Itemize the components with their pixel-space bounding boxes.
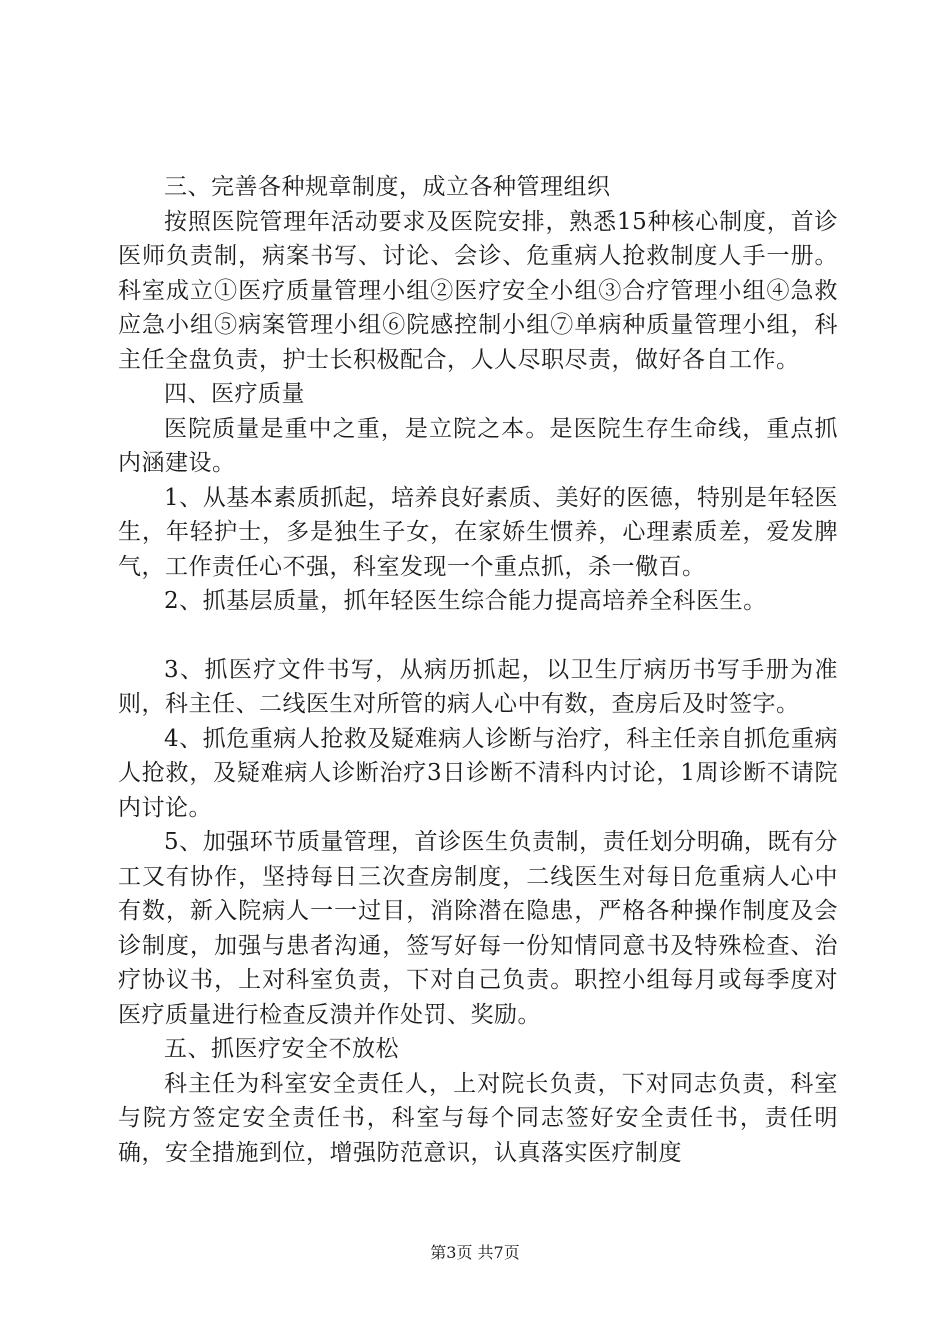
paragraph-item-3: 3、抓医疗文件书写，从病历抓起，以卫生厅病历书写手册为准则，科主任、二线医生对所管的病人心中有数，查房后及时签字。 <box>118 656 838 717</box>
document-body <box>118 170 838 1170</box>
paragraph-safety: 科主任为科室安全责任人，上对院长负责，下对同志负责，科室与院方签定安全责任书，科室与每个同志签好安全责任书，责任明确，安全措施到位，增强防范意识，认真落实医疗制度 <box>118 1070 838 1166</box>
section-heading-5: 五、抓医疗安全不放松 <box>164 1036 399 1062</box>
paragraph-item-5: 5、加强环节质量管理，首诊医生负责制，责任划分明确，既有分工又有协作，坚持每日三次查房制度，二线医生对每日危重病人心中有数，新入院病人一一过目，消除潜在隐患，严格各种操作制度及会诊制度，加强与患者沟通，签写好每一份知情同意书及特殊检查、治疗协议书，上对科室负责，下对自己负责。职控小组每月或每季度对医疗质量进行检查反溃并作处罚、奖励。 <box>118 829 838 1028</box>
blank-line <box>118 619 838 653</box>
section-heading-4: 四、医疗质量 <box>164 381 305 407</box>
page-number-footer: 第3页 共7页 <box>430 1243 520 1262</box>
section-heading-3: 三、完善各种规章制度，成立各种管理组织 <box>164 174 611 200</box>
paragraph-item-1: 1、从基本素质抓起，培养良好素质、美好的医德，特别是年轻医生，年轻护士，多是独生子女，在家娇生惯养，心理素质差，爱发脾气，工作责任心不强，科室发现一个重点抓，杀一儆百。 <box>118 484 838 580</box>
paragraph-rules: 按照医院管理年活动要求及医院安排，熟悉15种核心制度，首诊医师负责制，病案书写、讨论、会诊、危重病人抢救制度人手一册。科室成立①医疗质量管理小组②医疗安全小组③合疗管理小组④急救应急小组⑤病案管理小组⑥院感控制小组⑦单病种质量管理小组，科主任全盘负责，护士长积极配合，人人尽职尽责，做好各自工作。 <box>118 208 838 373</box>
paragraph-item-4: 4、抓危重病人抢救及疑难病人诊断与治疗，科主任亲自抓危重病人抢救，及疑难病人诊断治疗3日诊断不清科内讨论，1周诊断不请院内讨论。 <box>118 725 838 821</box>
paragraph-item-2: 2、抓基层质量，抓年轻医生综合能力提高培养全科医生。 <box>164 588 767 614</box>
paragraph-quality-intro: 医院质量是重中之重，是立院之本。是医院生存生命线，重点抓内涵建设。 <box>118 415 838 476</box>
